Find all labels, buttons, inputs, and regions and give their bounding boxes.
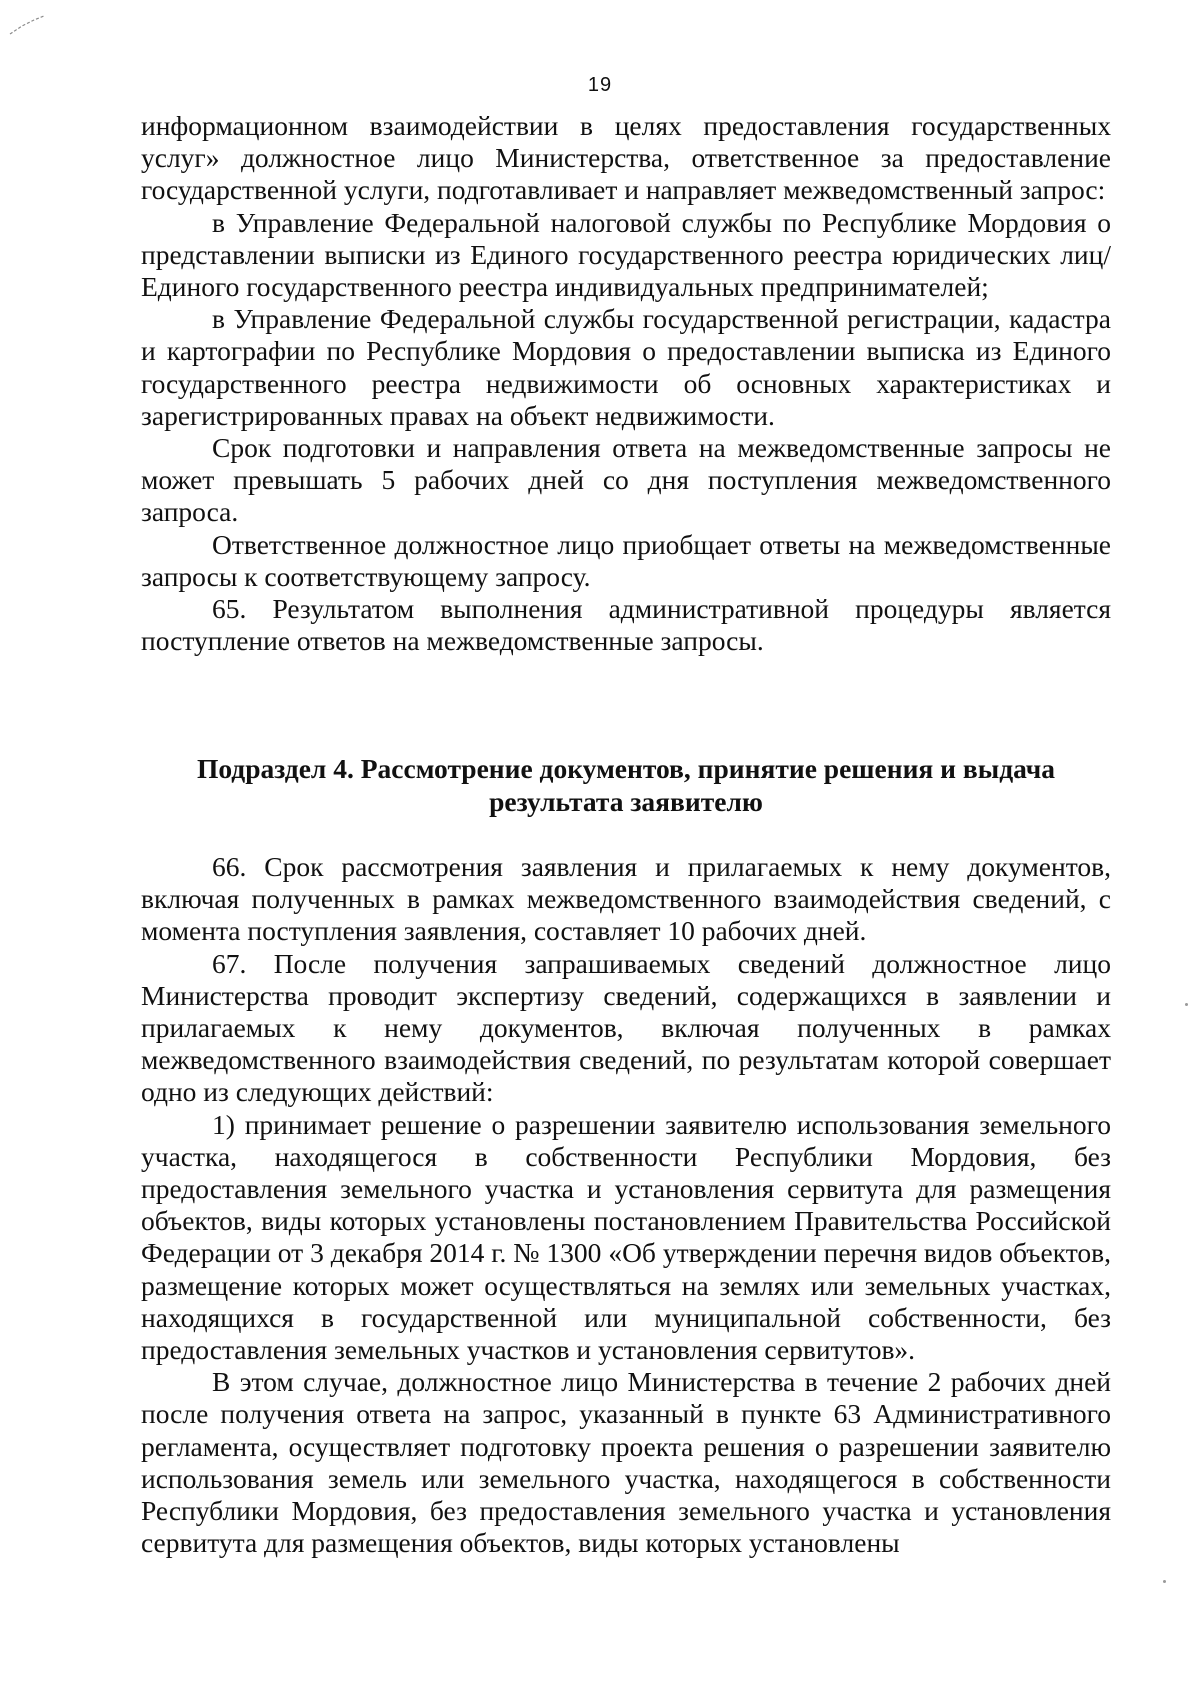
paragraph-tax-service: в Управление Федеральной налоговой службы по Республике Мордовия о представлении выписки из Единого государственного реестра юридических лиц/Единого государственного реестра индивидуальных предпринимателей; bbox=[141, 206, 1111, 303]
paragraph-66: 66. Срок рассмотрения заявления и прилагаемых к нему документов, включая полученных в рамках межведомственного взаимодействия сведений, с момента поступления заявления, составляет 10 рабочих дней. bbox=[141, 851, 1111, 947]
paragraph-67-item-1: 1) принимает решение о разрешении заявителю использования земельного участка, находящегося в собственности Республики Мордовия, без предоставления земельного участка и установления сервитута для размещения объектов, виды которых установлены постановлением Правительства Российской Федерации от 3 декабря 2014 г. № 1300 «Об утверждении перечня видов объектов, размещение которых может осуществляться на землях или земельных участках, находящихся в государственной или муниципальной собственности, без предоставления земельных участков и установления сервитутов». bbox=[141, 1108, 1111, 1366]
page-number: 19 bbox=[587, 74, 613, 96]
paragraph-response-deadline: Срок подготовки и направления ответа на межведомственные запросы не может превышать 5 рабочих дней со дня поступления межведомственного запроса. bbox=[141, 432, 1111, 528]
scan-artifact-mark bbox=[8, 12, 46, 38]
paragraph-65: 65. Результатом выполнения административной процедуры является поступление ответов на межведомственные запросы. bbox=[141, 593, 1111, 657]
section-heading-line-2: результата заявителю bbox=[489, 786, 763, 817]
scan-artifact-dot bbox=[1185, 1003, 1188, 1006]
text-block-before-heading bbox=[141, 110, 1111, 657]
paragraph-in-this-case: В этом случае, должностное лицо Министерства в течение 2 рабочих дней после получения ответа на запрос, указанный в пункте 63 Административного регламента, осуществляет подготовку проекта решения о разрешении заявителю использования земель или земельного участка, находящегося в собственности Республики Мордовия, без предоставления земельного участка и установления сервитута для размещения объектов, виды которых установлены bbox=[141, 1366, 1111, 1559]
section-heading bbox=[141, 752, 1111, 818]
paragraph-responsible-officer: Ответственное должностное лицо приобщает ответы на межведомственные запросы к соответствующему запросу. bbox=[141, 528, 1111, 592]
text-block-after-heading bbox=[141, 851, 1111, 1559]
section-heading-line-1: Подраздел 4. Рассмотрение документов, принятие решения и выдача bbox=[196, 753, 1056, 784]
scan-artifact-dot bbox=[1163, 1580, 1166, 1583]
paragraph-registration-service: в Управление Федеральной службы государственной регистрации, кадастра и картографии по Республике Мордовия о предоставлении выписка из Единого государственного реестра недвижимости об основных характеристиках и зарегистрированных правах на объект недвижимости. bbox=[141, 303, 1111, 431]
paragraph-continued-request: информационном взаимодействии в целях предоставления государственных услуг» должностное лицо Министерства, ответственное за предоставление государственной услуги, подготавливает и направляет межведомственный запрос: bbox=[141, 110, 1111, 206]
paragraph-67: 67. После получения запрашиваемых сведений должностное лицо Министерства проводит экспертизу сведений, содержащихся в заявлении и прилагаемых к нему документов, включая полученных в рамках межведомственного взаимодействия сведений, по результатам которой совершает одно из следующих действий: bbox=[141, 947, 1111, 1108]
